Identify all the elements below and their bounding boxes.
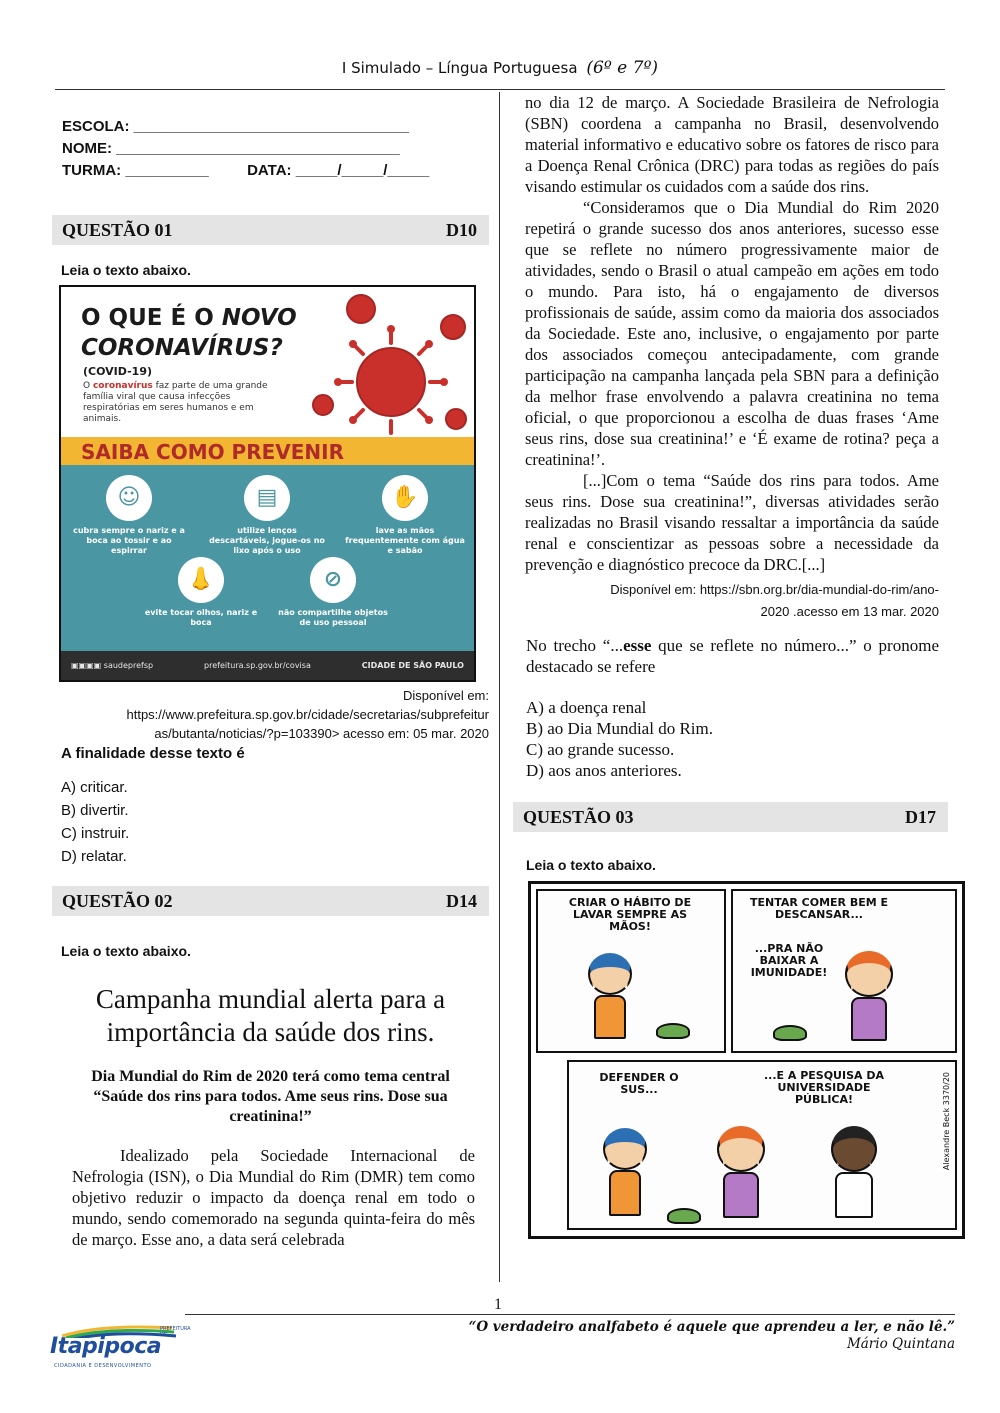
question-2-header — [52, 886, 489, 916]
itapipoca-logo — [50, 1322, 190, 1374]
right-column — [513, 92, 951, 1239]
option-c[interactable]: C) ao grande sucesso. — [526, 740, 675, 759]
question-1-options — [61, 776, 489, 868]
question-2-options — [526, 697, 948, 781]
coronavirus-poster — [59, 285, 476, 682]
frog — [656, 1023, 690, 1039]
question-1-header — [52, 215, 489, 245]
girl-body — [723, 1172, 759, 1218]
school-fields — [62, 116, 489, 182]
logo-prefeitura: PREFEITURA DE — [160, 1326, 191, 1338]
date-field[interactable]: DATA: _____/_____/_____ — [247, 162, 430, 179]
comic-strip — [528, 881, 965, 1239]
question-2-prompt: No trecho “...esse que se reflete no número...” o pronome destacado se refere — [526, 636, 939, 676]
comic-credit: Alexandre Beck 3370/20 — [942, 1072, 951, 1171]
class-field[interactable]: TURMA: __________ — [62, 162, 209, 179]
footer-quote — [469, 1319, 955, 1353]
option-b[interactable]: B) divertir. — [61, 802, 129, 819]
speech-bubble-1: CRIAR O HÁBITO DE LAVAR SEMPRE AS MÃOS! — [568, 896, 692, 933]
question-1-code: D10 — [446, 219, 477, 240]
footer-rule — [185, 1314, 955, 1315]
mask-icon: ☺ — [106, 475, 152, 521]
sao-paulo-logo: CIDADE DE SÃO PAULO — [361, 661, 464, 670]
question-1-source: Disponível em: https://www.prefeitura.sp.gov.br/cidade/secretarias/subprefeitur as/butanta/noticias/?p=103390> acesso em: 05 mar. 2020 — [126, 688, 489, 741]
question-2-instruction: Leia o texto abaixo. — [61, 943, 191, 959]
boy-head — [603, 1128, 647, 1170]
header-rule — [55, 89, 945, 90]
quote-author: Mário Quintana — [846, 1336, 955, 1352]
lab-coat-body — [835, 1172, 873, 1218]
boy-body — [594, 995, 626, 1039]
page-header — [0, 58, 1000, 78]
question-1-label: QUESTÃO 01 — [62, 219, 173, 240]
girl-head — [717, 1126, 765, 1172]
article-title: Campanha mundial alerta para a importância da saúde dos rins. — [95, 984, 446, 1047]
exam-grades: (6º e 7º) — [586, 58, 659, 78]
option-a[interactable]: A) criticar. — [61, 779, 128, 796]
tip-tissues: ▤ utilize lenços descartáveis, jogue-os no lixo após o uso — [207, 475, 327, 556]
speech-bubble-4: DEFENDER O SUS... — [599, 1071, 679, 1096]
no-sharing-icon: ⊘ — [310, 557, 356, 603]
comic-panel-3 — [567, 1060, 957, 1230]
tissue-box-icon: ▤ — [244, 475, 290, 521]
boy-head — [588, 953, 632, 995]
question-1-prompt: A finalidade desse texto é — [61, 745, 245, 762]
tip-avoid-touching: 👃 evite tocar olhos, nariz e boca — [141, 557, 261, 628]
speech-bubble-2: TENTAR COMER BEM E DESCANSAR... — [749, 896, 889, 921]
frog — [773, 1025, 807, 1041]
tip-no-sharing: ⊘ não compartilhe objetos de uso pessoal — [273, 557, 393, 628]
poster-band-text: SAIBA COMO PREVENIR — [81, 440, 344, 464]
exam-title: I Simulado – Língua Portuguesa — [341, 59, 578, 77]
question-3-label: QUESTÃO 03 — [523, 806, 634, 827]
question-3-code: D17 — [905, 806, 936, 827]
article-paragraph-1: Idealizado pela Sociedade Internacional de Nefrologia (ISN), o Dia Mundial do Rim (DMR) tem como objetivo reduzir o impacto da doença renal em todo o mundo, sendo comemorado na segunda quinta-feira do mês de março. Esse ano, a data será celebrada — [72, 1146, 475, 1249]
poster-site: prefeitura.sp.gov.br/covisa — [204, 661, 311, 670]
article-paragraph-2: “Consideramos que o Dia Mundial do Rim 2020 repetirá o grande sucesso dos anos anteriores, sucesso esse que se reflete no número progressivamente maior de atividades, sendo o Brasil o atual campeão em ações em todo o mundo. Para isto, há o engajamento de diversos profissionais de saúde, assim como da maioria dos associados da Sociedade. Este ano, inclusive, o engajamento por parte dos associados começou antecipadamente, com grande participação na campanha lançada pela SBN para a definição da melhor frase envolvendo a palavra creatinina no tema oficial, o que proporcionou a escolha de duas frases ‘Ame seus rins, dose sua creatinina!’ e ‘É exame de rotina? peça a creatinina!’. — [525, 198, 939, 469]
article-paragraph-3: [...]Com o tema “Saúde dos rins para todos. Ame seus rins. Dose sua creatinina!”, diversas atividades serão realizadas no Brasil visando ressaltar a importância da saúde renal e conscientizar as pessoas sobre a necessidade da prevenção e diagnóstico precoce da DRC.[...] — [525, 471, 939, 574]
girl-head — [845, 951, 893, 997]
article-subtitle: Dia Mundial do Rim de 2020 terá como tema central “Saúde dos rins para todos. Ame seus rins. Dose sua creatinina!” — [91, 1068, 450, 1125]
class-date-fields — [62, 160, 489, 182]
poster-subtitle: (COVID-19) — [83, 365, 152, 378]
speech-bubble-3: ...PRA NÃO BAIXAR A IMUNIDADE! — [750, 942, 828, 979]
name-field[interactable]: NOME: __________________________________ — [62, 140, 400, 157]
tip-cover-mouth: ☺ cubra sempre o nariz e a boca ao tossir e ao espirrar — [69, 475, 189, 556]
logo-tagline: CIDADANIA E DESENVOLVIMENTO — [54, 1363, 152, 1369]
poster-band — [61, 437, 474, 465]
question-1-instruction: Leia o texto abaixo. — [61, 262, 191, 278]
school-field[interactable]: ESCOLA: _________________________________ — [62, 118, 409, 135]
question-2-code: D14 — [446, 890, 477, 911]
frog — [667, 1208, 701, 1224]
option-a[interactable]: A) a doença renal — [526, 698, 647, 717]
left-column — [52, 92, 489, 1250]
speech-bubble-5: ...E A PESQUISA DA UNIVERSIDADE PÚBLICA! — [763, 1069, 884, 1106]
page-number: 1 — [494, 1296, 502, 1313]
poster-description: O coronavírus faz parte de uma grande família viral que causa infecções respiratórias em seres humanos e em animais. — [83, 381, 268, 424]
poster-tips — [61, 465, 474, 651]
question-2-source: Disponível em: https://sbn.org.br/dia-mundial-do-rim/ano- 2020 .acesso em 13 mar. 2020 — [610, 582, 939, 619]
question-3-header — [513, 802, 948, 832]
comic-panel-2 — [731, 889, 957, 1053]
option-d[interactable]: D) aos anos anteriores. — [526, 761, 682, 780]
quote-text: “O verdadeiro analfabeto é aquele que aprendeu a ler, e não lê.” — [468, 1319, 955, 1335]
nose-icon: 👃 — [178, 557, 224, 603]
article-paragraph-1-continued: no dia 12 de março. A Sociedade Brasileira de Nefrologia (SBN) coordena a campanha no Brasil, desenvolvendo material informativo e educativo sobre os fatores de risco para a Doença Renal Crônica (DRC) para todas as regiões do país visando estimular os cuidados com a saúde dos rins. — [525, 93, 939, 196]
poster-title: O QUE É O NOVO CORONAVÍRUS? — [81, 305, 297, 361]
question-3-instruction: Leia o texto abaixo. — [526, 857, 656, 873]
comic-panel-1 — [536, 889, 726, 1053]
boy-body — [609, 1170, 641, 1216]
option-c[interactable]: C) instruir. — [61, 825, 130, 842]
tip-wash-hands: ✋ lave as mãos frequentemente com água e sabão — [345, 475, 465, 556]
option-d[interactable]: D) relatar. — [61, 848, 127, 865]
logo-wordmark: Itapipoca — [50, 1334, 162, 1359]
poster-top — [61, 287, 474, 437]
question-2-label: QUESTÃO 02 — [62, 890, 173, 911]
poster-footer — [61, 651, 474, 680]
hands-washing-icon: ✋ — [382, 475, 428, 521]
option-b[interactable]: B) ao Dia Mundial do Rim. — [526, 719, 713, 738]
girl-body — [851, 997, 887, 1041]
column-divider — [499, 92, 500, 1282]
poster-social: ▣▣▣▣ saudeprefsp — [71, 661, 154, 670]
girl-with-glasses-head — [831, 1126, 877, 1172]
